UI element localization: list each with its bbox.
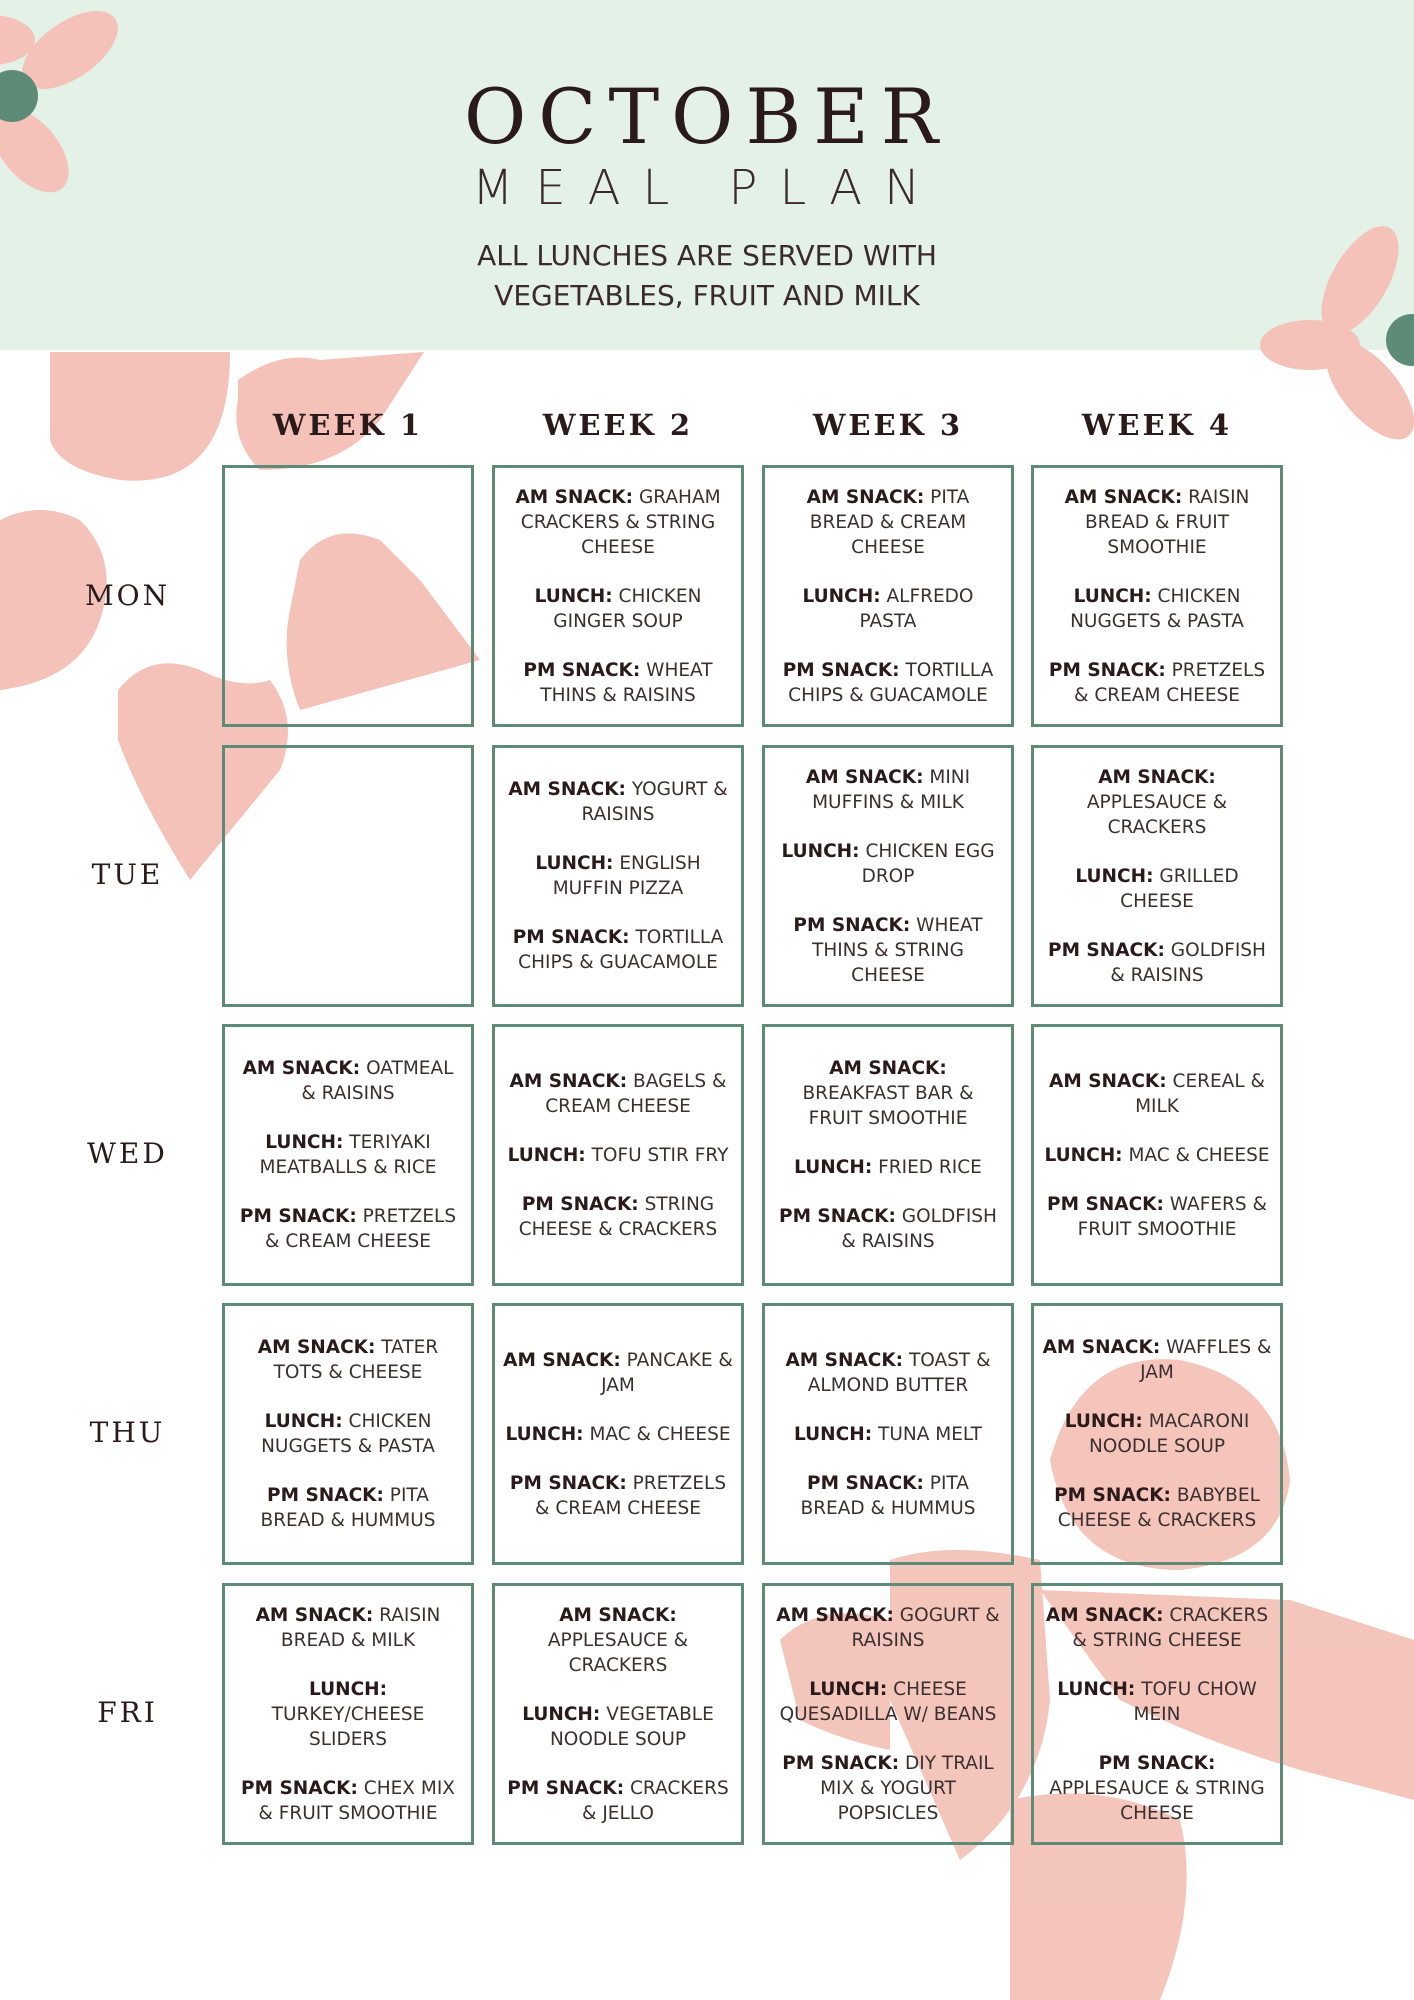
meal-entry	[503, 584, 733, 634]
meal-item-text: TOFU CHOW MEIN	[1133, 1678, 1257, 1725]
meal-item-text: STRING CHEESE & CRACKERS	[518, 1193, 718, 1240]
meal-entry	[1042, 1483, 1272, 1533]
meal-cell	[492, 1303, 744, 1565]
meal-entry	[503, 1069, 733, 1119]
meal-item-text: RAISIN BREAD & FRUIT SMOOTHIE	[1084, 486, 1250, 558]
meal-entry	[1042, 1335, 1272, 1385]
meal-type-label: AM SNACK:	[559, 1604, 677, 1626]
meal-item-text: ENGLISH MUFFIN PIZZA	[552, 853, 701, 899]
day-label: TUE	[91, 858, 164, 891]
meal-item-text: BABYBEL CHEESE & CRACKERS	[1057, 1485, 1260, 1531]
meal-cell	[762, 1024, 1014, 1286]
meal-type-label: AM SNACK:	[255, 1604, 374, 1626]
meal-item-text: BAGELS & CREAM CHEESE	[545, 1070, 727, 1117]
meal-entry	[773, 765, 1003, 815]
meal-type-label: AM SNACK:	[806, 486, 925, 508]
meal-entry	[1042, 1409, 1272, 1459]
meal-item-text: MAC & CHEESE	[589, 1423, 731, 1445]
meal-entry	[503, 1471, 733, 1521]
meal-entry	[1042, 765, 1272, 840]
meal-type-label: LUNCH:	[1075, 865, 1154, 887]
meal-entry	[503, 1603, 733, 1678]
day-label: WED	[87, 1137, 168, 1170]
meal-cell	[222, 1024, 474, 1286]
meal-entry	[773, 1603, 1003, 1653]
meal-item-text: PITA BREAD & HUMMUS	[260, 1485, 436, 1531]
meal-cell	[222, 1303, 474, 1565]
meal-entry	[773, 1056, 1003, 1131]
meal-item-text: WAFERS & FRUIT SMOOTHIE	[1077, 1193, 1267, 1240]
meal-cell	[762, 465, 1014, 727]
meal-cell	[222, 1583, 474, 1845]
meal-type-label: PM SNACK:	[239, 1206, 357, 1227]
meal-type-label: LUNCH:	[535, 853, 614, 874]
meal-type-label: LUNCH:	[794, 1157, 873, 1178]
meal-type-label: AM SNACK:	[509, 1070, 628, 1092]
meal-type-label: LUNCH:	[507, 1144, 586, 1166]
meal-type-label: LUNCH:	[308, 1678, 388, 1700]
meal-item-text: CHICKEN GINGER SOUP	[553, 585, 702, 632]
meal-item-text: DIY TRAIL MIX & YOGURT POPSICLES	[820, 1752, 994, 1824]
meal-cell	[492, 1024, 744, 1286]
meal-entry	[773, 485, 1003, 560]
meal-item-text: TOAST & ALMOND BUTTER	[807, 1349, 991, 1396]
meal-item-text: CRACKERS & STRING CHEESE	[1072, 1604, 1269, 1651]
meal-type-label: AM SNACK:	[508, 779, 626, 800]
meal-type-label: AM SNACK:	[242, 1058, 361, 1079]
meal-entry	[773, 658, 1003, 708]
meal-type-label: PM SNACK:	[241, 1777, 358, 1799]
meal-item-text: MACARONI NOODLE SOUP	[1088, 1411, 1250, 1457]
meal-entry	[233, 1130, 463, 1180]
meal-entry	[503, 1776, 733, 1826]
meal-entry	[773, 1471, 1003, 1521]
meal-item-text: TUNA MELT	[878, 1423, 982, 1445]
meal-item-text: CEREAL & MILK	[1135, 1070, 1265, 1117]
meal-type-label: PM SNACK:	[1098, 1752, 1216, 1774]
meal-type-label: LUNCH:	[781, 840, 860, 862]
meal-item-text: CHEESE QUESADILLA W/ BEANS	[779, 1678, 997, 1725]
lunch-note	[0, 236, 1414, 316]
day-label: THU	[89, 1416, 166, 1449]
meal-entry	[503, 1702, 733, 1752]
meal-entry	[233, 1483, 463, 1533]
meal-entry	[233, 1677, 463, 1752]
meal-cell	[222, 465, 474, 727]
meal-entry	[1042, 938, 1272, 988]
meal-item-text: FRIED RICE	[878, 1157, 982, 1178]
meal-type-label: AM SNACK:	[257, 1337, 376, 1358]
meal-item-text: CHICKEN EGG DROP	[861, 840, 995, 887]
meal-entry	[1042, 864, 1272, 914]
week-header: WEEK 4	[1081, 408, 1233, 442]
meal-item-text: RAISIN BREAD & MILK	[280, 1604, 441, 1651]
meal-item-text: PANCAKE & JAM	[601, 1349, 733, 1396]
meal-type-label: LUNCH:	[265, 1132, 344, 1153]
meal-entry	[503, 777, 733, 827]
meal-cell	[1031, 1583, 1283, 1845]
meal-type-label: AM SNACK:	[829, 1058, 947, 1079]
meal-item-text: WAFFLES & JAM	[1140, 1337, 1272, 1383]
week-header: WEEK 1	[272, 408, 424, 442]
meal-item-text: WHEAT THINS & RAISINS	[540, 659, 713, 706]
meal-type-label: AM SNACK:	[1042, 1337, 1161, 1358]
meal-type-label: PM SNACK:	[1048, 939, 1165, 961]
meal-entry	[503, 925, 733, 975]
meal-entry	[773, 584, 1003, 634]
meal-item-text: MAC & CHEESE	[1128, 1144, 1270, 1166]
meal-item-text: TATER TOTS & CHEESE	[273, 1337, 439, 1383]
meal-type-label: LUNCH:	[1057, 1678, 1136, 1700]
meal-type-label: LUNCH:	[264, 1411, 343, 1432]
meal-item-text: GOLDFISH & RAISINS	[841, 1206, 997, 1252]
meal-entry	[1042, 1677, 1272, 1727]
meal-type-label: AM SNACK:	[1045, 1604, 1164, 1626]
meal-type-label: AM SNACK:	[1049, 1070, 1167, 1092]
meal-type-label: PM SNACK:	[782, 1752, 900, 1774]
meal-entry	[773, 839, 1003, 889]
meal-item-text: TORTILLA CHIPS & GUACAMOLE	[788, 659, 994, 706]
lunch-note-line-1: ALL LUNCHES ARE SERVED WITH	[477, 239, 937, 272]
meal-type-label: AM SNACK:	[515, 486, 634, 508]
meal-entry	[1042, 1751, 1272, 1826]
meal-cell	[492, 465, 744, 727]
meal-type-label: PM SNACK:	[523, 659, 641, 681]
day-label: FRI	[97, 1696, 158, 1729]
meal-type-label: PM SNACK:	[512, 927, 630, 948]
meal-item-text: CHICKEN NUGGETS & PASTA	[261, 1411, 435, 1457]
meal-item-text: PITA BREAD & CREAM CHEESE	[809, 486, 970, 558]
meal-cell	[492, 745, 744, 1007]
meal-entry	[773, 913, 1003, 988]
meal-type-label: AM SNACK:	[785, 1349, 904, 1371]
lunch-note-line-2: VEGETABLES, FRUIT AND MILK	[494, 279, 920, 312]
meal-type-label: AM SNACK:	[1098, 766, 1216, 788]
meal-type-label: AM SNACK:	[1064, 486, 1183, 508]
day-label: MON	[84, 579, 171, 612]
meal-type-label: LUNCH:	[1073, 585, 1152, 607]
page-title: OCTOBER	[463, 72, 950, 161]
meal-item-text: OATMEAL & RAISINS	[301, 1058, 454, 1104]
meal-entry	[233, 1204, 463, 1254]
meal-type-label: LUNCH:	[1064, 1411, 1143, 1432]
meal-entry	[794, 1422, 982, 1447]
meal-entry	[503, 1192, 733, 1242]
meal-type-label: LUNCH:	[1044, 1144, 1123, 1166]
meal-type-label: LUNCH:	[522, 1703, 601, 1725]
page-subtitle: MEAL PLAN	[471, 160, 943, 216]
meal-entry	[503, 658, 733, 708]
meal-cell	[1031, 465, 1283, 727]
meal-cell	[762, 1583, 1014, 1845]
meal-cell	[762, 1303, 1014, 1565]
meal-item-text: APPLESAUCE & STRING CHEESE	[1049, 1777, 1265, 1824]
meal-type-label: AM SNACK:	[503, 1349, 621, 1371]
meal-item-text: YOGURT & RAISINS	[581, 779, 728, 825]
meal-entry	[773, 1751, 1003, 1826]
meal-cell	[762, 745, 1014, 1007]
meal-entry	[773, 1348, 1003, 1398]
meal-item-text: PRETZELS & CREAM CHEESE	[265, 1206, 457, 1252]
meal-type-label: PM SNACK:	[509, 1472, 627, 1494]
week-header: WEEK 2	[542, 408, 694, 442]
meal-item-text: BREAKFAST BAR & FRUIT SMOOTHIE	[802, 1083, 974, 1129]
meal-entry	[505, 1422, 730, 1447]
meal-type-label: AM SNACK:	[805, 766, 924, 788]
meal-entry	[1042, 1069, 1272, 1119]
meal-item-text: PITA BREAD & HUMMUS	[800, 1472, 976, 1519]
meal-item-text: TORTILLA CHIPS & GUACAMOLE	[518, 927, 724, 973]
meal-type-label: PM SNACK:	[1048, 659, 1166, 681]
meal-item-text: APPLESAUCE & CRACKERS	[1086, 791, 1228, 838]
meal-type-label: PM SNACK:	[507, 1777, 625, 1799]
meal-type-label: PM SNACK:	[779, 1206, 896, 1227]
meal-entry	[773, 1204, 1003, 1254]
meal-type-label: LUNCH:	[794, 1423, 873, 1445]
meal-item-text: TURKEY/CHEESE SLIDERS	[271, 1703, 425, 1750]
meal-entry	[1042, 584, 1272, 634]
meal-item-text: MINI MUFFINS & MILK	[812, 766, 971, 813]
meal-entry	[503, 1348, 733, 1398]
meal-type-label: LUNCH:	[802, 585, 881, 607]
meal-item-text: GRILLED CHEESE	[1120, 865, 1239, 912]
meal-cell	[1031, 1303, 1283, 1565]
meal-cell	[1031, 745, 1283, 1007]
meal-cell	[492, 1583, 744, 1845]
meal-item-text: PRETZELS & CREAM CHEESE	[535, 1472, 727, 1519]
meal-entry	[503, 851, 733, 901]
meal-type-label: LUNCH:	[505, 1423, 584, 1445]
meal-item-text: ALFREDO PASTA	[859, 585, 974, 632]
meal-entry	[233, 1776, 463, 1826]
meal-item-text: TERIYAKI MEATBALLS & RICE	[259, 1132, 437, 1178]
meal-item-text: GOLDFISH & RAISINS	[1110, 939, 1266, 986]
meal-entry	[1042, 1192, 1272, 1242]
meal-type-label: LUNCH:	[809, 1678, 888, 1700]
meal-type-label: PM SNACK:	[782, 659, 900, 681]
meal-entry	[233, 1409, 463, 1459]
meal-cell	[1031, 1024, 1283, 1286]
meal-item-text: TOFU STIR FRY	[591, 1144, 729, 1166]
meal-entry	[773, 1677, 1003, 1727]
meal-item-text: GOGURT & RAISINS	[851, 1604, 1000, 1651]
meal-entry	[1042, 658, 1272, 708]
meal-entry	[233, 1056, 463, 1106]
meal-entry	[1044, 1143, 1269, 1168]
meal-item-text: WHEAT THINS & STRING CHEESE	[812, 914, 983, 986]
meal-entry	[508, 1143, 729, 1168]
meal-type-label: PM SNACK:	[1047, 1193, 1164, 1215]
meal-entry	[233, 1603, 463, 1653]
meal-type-label: PM SNACK:	[521, 1193, 639, 1215]
week-header: WEEK 3	[812, 408, 964, 442]
meal-type-label: LUNCH:	[534, 585, 613, 607]
meal-item-text: CHEX MIX & FRUIT SMOOTHIE	[258, 1777, 455, 1824]
meal-item-text: PRETZELS & CREAM CHEESE	[1074, 659, 1266, 706]
meal-entry	[233, 1335, 463, 1385]
meal-cell	[222, 745, 474, 1007]
meal-entry	[1042, 1603, 1272, 1653]
meal-item-text: CRACKERS & JELLO	[582, 1777, 729, 1824]
meal-item-text: APPLESAUCE & CRACKERS	[547, 1629, 689, 1676]
meal-item-text: VEGETABLE NOODLE SOUP	[549, 1703, 714, 1750]
meal-type-label: AM SNACK:	[776, 1604, 894, 1626]
meal-entry	[794, 1155, 982, 1180]
meal-entry	[1042, 485, 1272, 560]
meal-item-text: GRAHAM CRACKERS & STRING CHEESE	[520, 486, 721, 558]
meal-item-text: CHICKEN NUGGETS & PASTA	[1070, 585, 1244, 632]
meal-type-label: PM SNACK:	[1054, 1485, 1171, 1506]
meal-type-label: PM SNACK:	[807, 1472, 924, 1494]
meal-type-label: PM SNACK:	[267, 1485, 384, 1506]
meal-type-label: PM SNACK:	[793, 914, 911, 936]
meal-entry	[503, 485, 733, 560]
